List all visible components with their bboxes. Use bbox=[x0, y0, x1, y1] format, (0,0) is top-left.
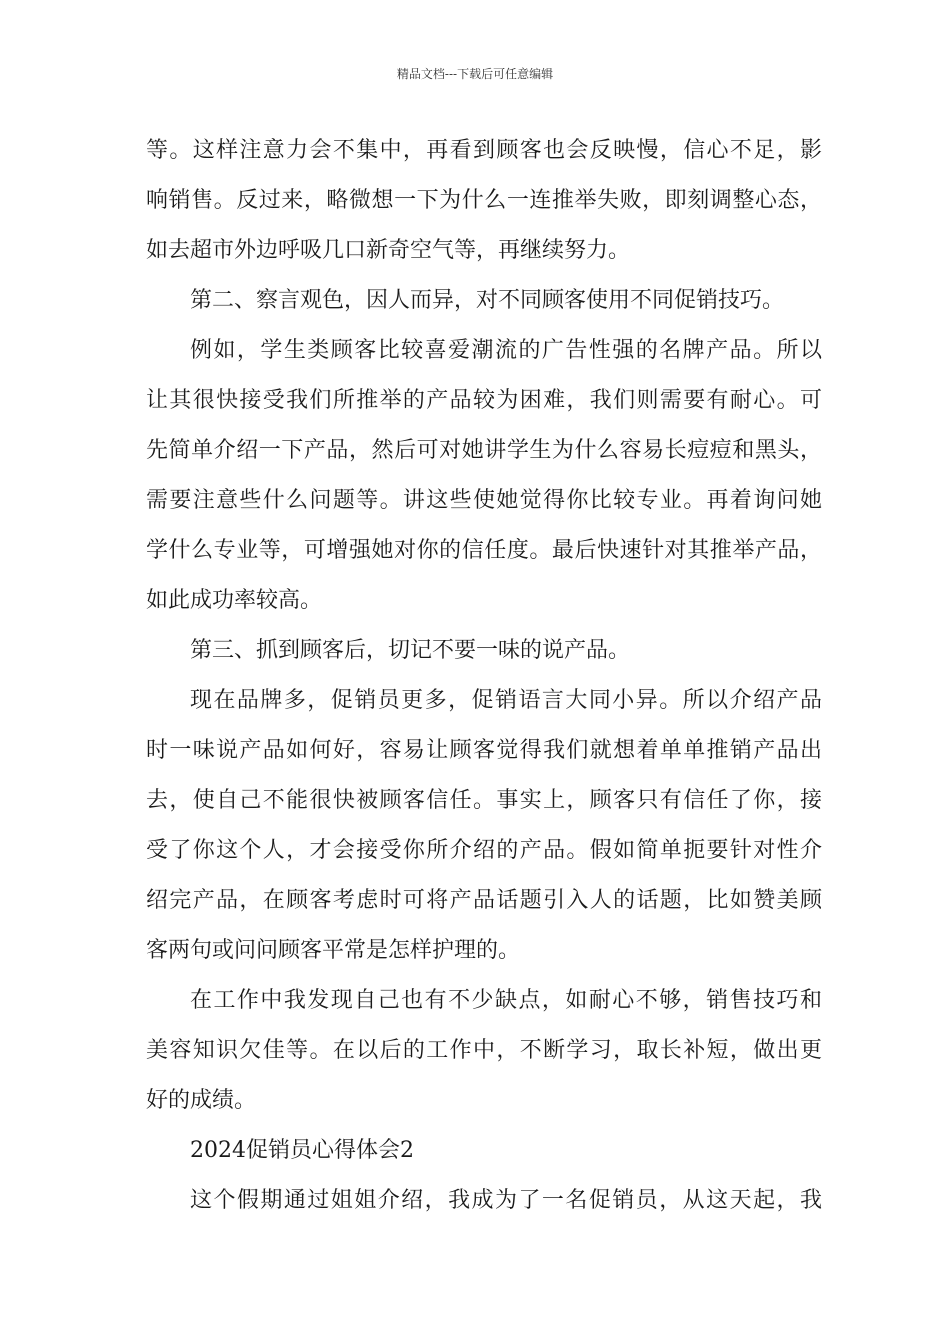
text-line: 第三、抓到顾客后，切记不要一味的说产品。 bbox=[190, 638, 631, 663]
text-line: 美容知识欠佳等。在以后的工作中，不断学习，取长补短，做出更 bbox=[146, 1038, 822, 1063]
text-line: 需要注意些什么问题等。讲这些使她觉得你比较专业。再着询问她 bbox=[146, 488, 822, 513]
text-line: 第二、察言观色，因人而异，对不同顾客使用不同促销技巧。 bbox=[190, 288, 785, 313]
text-line: 好的成绩。 bbox=[146, 1088, 257, 1113]
document-body bbox=[146, 129, 822, 1229]
text-line: 响销售。反过来，略微想一下为什么一连推举失败，即刻调整心态， bbox=[146, 188, 822, 213]
text-line: 让其很快接受我们所推举的产品较为困难，我们则需要有耐心。可 bbox=[146, 388, 822, 413]
page-header: 精品文档---下载后可任意编辑 bbox=[396, 67, 554, 81]
text-line: 去，使自己不能很快被顾客信任。事实上，顾客只有信任了你，接 bbox=[146, 788, 822, 813]
text-line: 如去超市外边呼吸几口新奇空气等，再继续努力。 bbox=[146, 238, 631, 263]
text-line: 受了你这个人，才会接受你所介绍的产品。假如简单扼要针对性介 bbox=[146, 838, 822, 863]
text-line: 学什么专业等，可增强她对你的信任度。最后快速针对其推举产品， bbox=[146, 538, 822, 563]
text-line: 例如，学生类顾客比较喜爱潮流的广告性强的名牌产品。所以 bbox=[190, 338, 822, 363]
text-line: 等。这样注意力会不集中，再看到顾客也会反映慢，信心不足，影 bbox=[146, 138, 822, 163]
text-line: 现在品牌多，促销员更多，促销语言大同小异。所以介绍产品 bbox=[190, 688, 822, 713]
text-line: 2024促销员心得体会2 bbox=[190, 1138, 414, 1163]
text-line: 时一味说产品如何好，容易让顾客觉得我们就想着单单推销产品出 bbox=[146, 738, 822, 763]
text-line: 客两句或问问顾客平常是怎样护理的。 bbox=[146, 938, 521, 963]
text-line: 这个假期通过姐姐介绍，我成为了一名促销员，从这天起，我 bbox=[190, 1188, 822, 1213]
text-line: 如此成功率较高。 bbox=[146, 588, 323, 613]
text-line: 绍完产品，在顾客考虑时可将产品话题引入人的话题，比如赞美顾 bbox=[146, 888, 822, 913]
text-line: 在工作中我发现自己也有不少缺点，如耐心不够，销售技巧和 bbox=[190, 988, 822, 1013]
text-line: 先简单介绍一下产品，然后可对她讲学生为什么容易长痘痘和黑头， bbox=[146, 438, 822, 463]
